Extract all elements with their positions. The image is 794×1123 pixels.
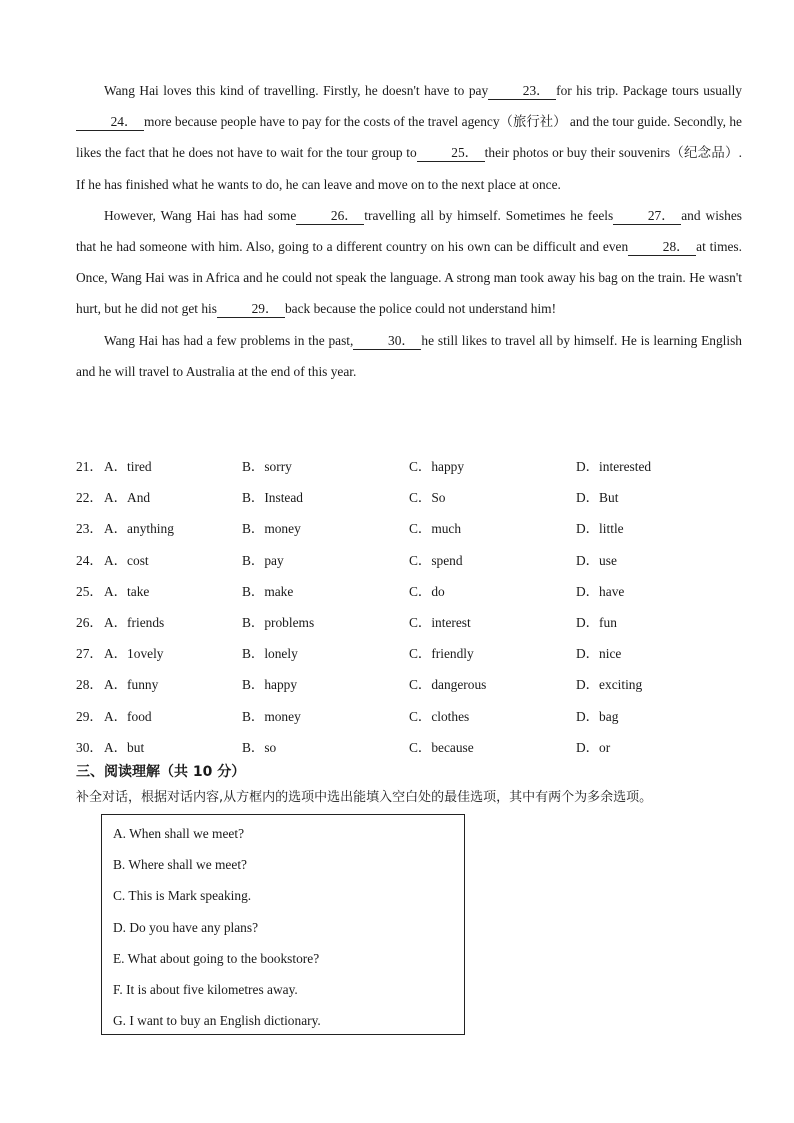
question-row (76, 732, 756, 763)
option-a[interactable]: A．but (104, 739, 145, 755)
question-row (76, 576, 756, 607)
question-row (76, 545, 756, 576)
option-b[interactable]: B．make (242, 583, 294, 599)
section-title: 三、阅读理解（共 10 分） (76, 764, 246, 780)
option-box (101, 814, 465, 1035)
question-number: 23． (76, 521, 103, 537)
text: Wang Hai has had a few problems in the past, (104, 332, 354, 348)
option-d[interactable]: D．interested (576, 459, 652, 474)
question-row (76, 607, 756, 638)
paragraph-2 (76, 200, 742, 325)
option-c[interactable]: C．So (409, 490, 446, 506)
paragraph-3 (76, 325, 742, 387)
text: their photos or buy their souvenirs（纪念品）. If he has finished what he wants to do, he can leave and move on to the next place at once. (76, 145, 742, 192)
text: Wang Hai loves this kind of travelling. Firstly, he doesn't have to pay (104, 83, 489, 98)
question-row (76, 451, 756, 482)
option-d[interactable]: D．or (576, 739, 611, 755)
section-instruction: 补全对话，根据对话内容,从方框内的选项中选出能填入空白处的最佳选项，其中有两个为多余选项。 (76, 790, 653, 805)
question-number: 25． (76, 583, 103, 599)
question-number: 26． (76, 614, 103, 630)
text: at times. Once, Wang Hai was in Africa and he could not speak the language. A strong man took away his bag on the train. He wasn't hurt, but he did not get his (76, 239, 742, 317)
blank-28: 28． (628, 239, 696, 256)
blank-25: 25． (417, 145, 485, 162)
text: However, Wang Hai has had some (104, 207, 297, 223)
option-b[interactable]: B．problems (242, 614, 315, 630)
option-c[interactable]: C．much (409, 521, 462, 537)
text: he still likes to travel all by himself. He is learning English and he will travel to Australia at the end of this year. (76, 332, 742, 379)
question-row (76, 482, 756, 513)
option-c[interactable]: C．clothes (409, 708, 470, 724)
question-number: 29． (76, 708, 103, 724)
option-b[interactable]: B．money (242, 521, 301, 537)
option-c[interactable]: C．dangerous (409, 677, 487, 693)
option-d[interactable]: D．nice (576, 646, 622, 662)
text: and wishes that he had someone with him. Also, going to a different country on his own can be difficult and even (76, 207, 742, 255)
question-row (76, 701, 756, 732)
option-a[interactable]: A．anything (104, 521, 174, 537)
option-a[interactable]: A．friends (104, 614, 165, 630)
question-number: 21． (76, 459, 103, 474)
option-a[interactable]: A．funny (104, 677, 159, 693)
option-c[interactable]: C．friendly (409, 646, 474, 662)
option-a[interactable]: A．cost (104, 552, 149, 568)
box-option-e: E. What about going to the bookstore? (113, 950, 320, 966)
paragraph-1 (76, 75, 742, 200)
option-d[interactable]: D．have (576, 583, 625, 599)
answer-options (76, 451, 756, 763)
option-b[interactable]: B．money (242, 708, 301, 724)
option-a[interactable]: A．take (104, 583, 150, 599)
option-a[interactable]: A．tired (104, 459, 152, 474)
question-number: 27． (76, 646, 103, 662)
text: travelling all by himself. Sometimes he feels (364, 207, 614, 223)
box-option-g: G. I want to buy an English dictionary. (113, 1013, 321, 1029)
option-b[interactable]: B．lonely (242, 646, 298, 662)
question-number: 28． (76, 677, 103, 693)
box-option-c: C. This is Mark speaking. (113, 888, 252, 904)
option-d[interactable]: D．But (576, 490, 619, 506)
option-b[interactable]: B．pay (242, 552, 284, 568)
option-c[interactable]: C．spend (409, 552, 463, 568)
blank-27: 27． (613, 208, 681, 225)
question-row (76, 638, 756, 669)
text: more because people have to pay for the costs of the travel agency（旅行社） and the tour guide. Secondly, he likes the fact that he does not have to wait for the tour group to (76, 114, 742, 161)
text: back because the police could not understand him! (284, 301, 557, 317)
option-b[interactable]: B．happy (242, 677, 298, 693)
option-c[interactable]: C．because (409, 739, 474, 755)
blank-30: 30． (353, 333, 421, 350)
question-number: 30． (76, 739, 103, 755)
question-row (76, 669, 756, 700)
option-a[interactable]: A．And (104, 490, 151, 506)
box-option-a: A. When shall we meet? (113, 826, 245, 841)
option-b[interactable]: B．sorry (242, 459, 292, 474)
box-option-d: D. Do you have any plans? (113, 919, 259, 935)
option-d[interactable]: D．bag (576, 708, 619, 724)
option-a[interactable]: A．1ovely (104, 646, 164, 662)
option-b[interactable]: B．so (242, 739, 277, 755)
box-option-f: F. It is about five kilometres away. (113, 981, 298, 997)
question-number: 24． (76, 552, 103, 568)
text: for his trip. Package tours usually (556, 83, 742, 98)
option-b[interactable]: B．Instead (242, 490, 303, 506)
box-option-b: B. Where shall we meet? (113, 857, 247, 873)
blank-24: 24． (76, 114, 144, 131)
option-c[interactable]: C．interest (409, 614, 471, 630)
cloze-passage (76, 75, 742, 387)
blank-26: 26． (296, 208, 364, 225)
option-d[interactable]: D．fun (576, 614, 617, 630)
question-row (76, 513, 756, 544)
option-d[interactable]: D．exciting (576, 677, 643, 693)
option-c[interactable]: C．do (409, 583, 445, 599)
blank-29: 29． (217, 301, 285, 318)
option-a[interactable]: A．food (104, 708, 152, 724)
option-d[interactable]: D．use (576, 552, 617, 568)
option-c[interactable]: C．happy (409, 459, 465, 474)
question-number: 22． (76, 490, 103, 506)
blank-23: 23． (488, 83, 556, 100)
option-d[interactable]: D．little (576, 521, 624, 537)
